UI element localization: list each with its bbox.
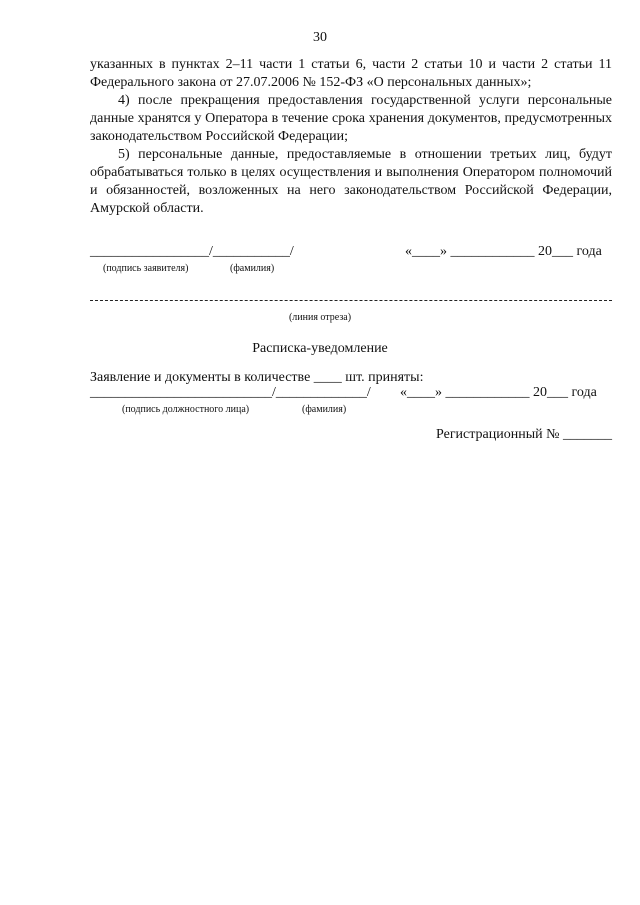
paragraph-item-5: 5) персональные данные, предоставляемые в отношении третьих лиц, будут обрабатываться только в целях осуществления и выполнения Оператором полномочий и обязанностей, возложенных на него законодательством Российской Федерации, Амурской области. (90, 147, 612, 216)
receipt-date-line: «____» ____________ 20___ года (400, 385, 597, 400)
receipt-accepted-text: Заявление и документы в количестве ____ шт. приняты: (90, 370, 424, 385)
receipt-title: Расписка-уведомление (252, 341, 388, 356)
applicant-signature-line: _________________/___________/ (90, 244, 294, 259)
cut-line (90, 300, 612, 301)
paragraph-continuation: указанных в пунктах 2–11 части 1 статьи 6, части 2 статьи 10 и части 2 статьи 11 Федерального закона от 27.07.2006 № 152-ФЗ «О персональных данных»; (90, 57, 612, 90)
applicant-date-line: «____» ____________ 20___ года (405, 244, 602, 259)
paragraph-item-4: 4) после прекращения предоставления государственной услуги персональные данные хранятся у Оператора в течение срока хранения документов, предусмотренных законодательством Российской Федерации; (90, 93, 612, 144)
caption-applicant-surname: (фамилия) (230, 263, 275, 274)
caption-official-surname: (фамилия) (302, 404, 347, 415)
caption-applicant-signature: (подпись заявителя) (103, 263, 189, 274)
document-body (90, 56, 612, 218)
registration-number: Регистрационный № _______ (436, 427, 612, 442)
official-signature-line: __________________________/_____________/ (90, 385, 371, 400)
page-number: 30 (313, 30, 327, 45)
cut-line-caption: (линия отреза) (288, 312, 352, 323)
caption-official-signature: (подпись должностного лица) (122, 404, 250, 415)
